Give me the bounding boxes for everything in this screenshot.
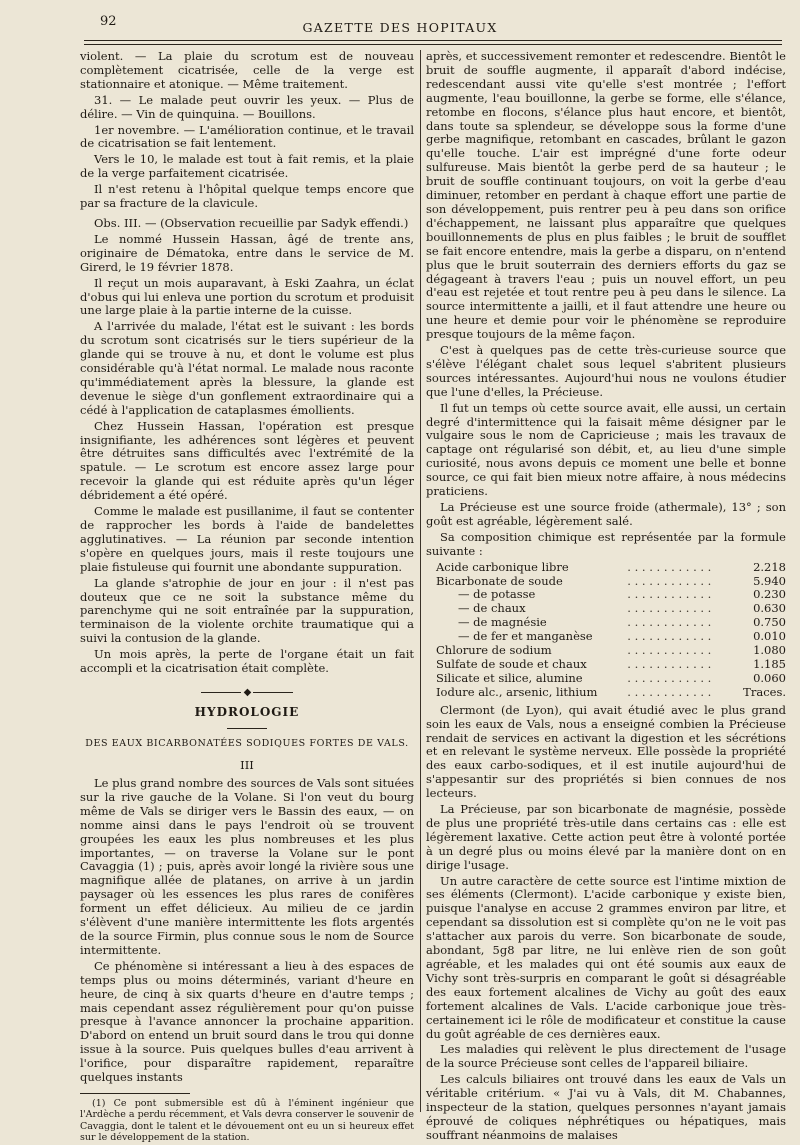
- composition-value: Traces.: [743, 684, 786, 699]
- composition-row: [426, 658, 786, 672]
- composition-name: Iodure alc., arsenic, lithium: [436, 684, 598, 699]
- paragraph: Il fut un temps où cette source avait, elle aussi, un certain degré d'intermittence qui la faisait même désigner par le vulgaire sous le nom de Capricieuse ; mais les travaux de captage ont régularisé son débit, et, au lieu d'une simple curiosité, nous avons depuis ce moment une belle et bonne source, ce qui fait bien mieux notre affaire, à nous médecins praticiens.: [426, 400, 786, 499]
- leader-dots: . . . . . . . . . . . .: [627, 657, 712, 671]
- paragraph: Ce phénomène si intéressant a lieu à des espaces de temps plus ou moins déterminés, variant d'heure en heure, de cinq à six quarts d'heure en d'autre temps ; mais cependant assez régulièrement pour qu'on puisse presque à l'avance annoncer la prochaine apparition. D'abord on entend un bruit sourd dans le trou qui donne issue à la source. Puis quelques bulles d'eau arrivent à l'orifice, pour disparaître rapidement, reparaître quelques instants: [80, 958, 414, 1085]
- paragraph: 1er novembre. — L'amélioration continue, et le travail de cicatrisation se fait lentement.: [80, 122, 414, 151]
- paragraph: 31. — Le malade peut ouvrir les yeux. — Plus de délire. — Vin de quinquina. — Bouillons.: [80, 92, 414, 121]
- title-rule: [227, 728, 267, 729]
- leader-dots: . . . . . . . . . . . .: [627, 574, 712, 588]
- paragraph: Vers le 10, le malade est tout à fait remis, et la plaie de la verge parfaitement cicatrisée.: [80, 152, 414, 181]
- composition-name: Acide carbonique libre: [436, 559, 569, 574]
- paragraph: Les calculs biliaires ont trouvé dans les eaux de Vals un véritable critérium. « J'ai vu à Vals, dit M. Chabannes, inspecteur de la station, quelques personnes n'ayant jamais éprouvé de coliques néphrétiques ou hépatiques, mais souffrant néanmoins de malaises: [426, 1072, 786, 1142]
- composition-row: [426, 588, 786, 602]
- page-number: 92: [100, 14, 117, 29]
- composition-row: [426, 630, 786, 644]
- paragraph: Le nommé Hussein Hassan, âgé de trente ans, originaire de Dématoka, entre dans le service de M. Girerd, le 19 février 1878.: [80, 231, 414, 274]
- footnote-rule: [80, 1093, 190, 1094]
- paragraph: Un mois après, la perte de l'organe était un fait accompli et la cicatrisation était complète.: [80, 647, 414, 676]
- paragraph: Comme le malade est pusillanime, il faut se contenter de rapprocher les bords à l'aide de bandelettes agglutinatives. — La réunion par seconde intention s'opère en quelques jours, mais il reste toujours une plaie fistuleuse qui fournit une abondante suppuration.: [80, 504, 414, 574]
- right-column: [426, 50, 786, 1145]
- paragraph: violent. — La plaie du scrotum est de nouveau complètement cicatrisée, celle de la verge est stationnaire et atonique. — Même traitement.: [80, 49, 414, 91]
- composition-table: [426, 561, 786, 700]
- composition-row: [426, 561, 786, 575]
- composition-name: Chlorure de sodium: [436, 643, 552, 658]
- composition-row: [426, 602, 786, 616]
- composition-value: 0.630: [753, 601, 786, 616]
- observation-title: Obs. III. — (Observation recueillie par Sadyk effendi.): [94, 215, 409, 230]
- composition-name: — de fer et manganèse: [458, 629, 593, 644]
- composition-name: — de chaux: [458, 601, 526, 616]
- composition-row: [426, 644, 786, 658]
- paragraph: Chez Hussein Hassan, l'opération est presque insignifiante, les adhérences sont légères et peuvent être détruites sans difficultés avec l'extrémité de la spatule. — Le scrotum est encore assez large pour recevoir la glande qui est réduite après qu'un léger débridement a été opéré.: [80, 418, 414, 503]
- composition-value: 2.218: [753, 559, 786, 574]
- paragraph: après, et successivement remonter et redescendre. Bientôt le bruit de souffle augmente, il apparaît d'abord indécise, redescendant aussi vite qu'elle s'est montrée ; l'effort augmente, l'eau bouillonne, la gerbe se forme, elle s'élance, retombe en flocons, s'élance plus haut encore, et bientôt, dans toute sa splendeur, se développe sous la forme d'une gerbe magnifique, retombant en cascades, brûlant le gazon qu'elle touche. L'air est imprégné d'une forte odeur sulfureuse. Mais bientôt la gerbe perd de sa hauteur ; le bruit de souffle continuant toujours, on voit la gerbe d'eau diminuer, retomber en perdant à chaque effort une partie de son développement, puis rentrer peu à peu dans son orifice d'échappement, ne laissant plus apparaître que quelques bouillonnements de plus en plus faibles ; le bruit de soufflet se fait encore entendre, mais la gerbe a disparu, on n'entend plus que le bruit souterrain des derniers efforts du gaz se dégageant à travers l'eau ; puis un nouvel effort, un peu d'eau est rejetée et tout rentre peu à peu dans le silence. La source intermittente a jailli, et il faut attendre une heure ou une heure et demie pour voir le phénomène se reproduire presque toujours de la même façon.: [426, 49, 786, 342]
- leader-dots: . . . . . . . . . . . .: [627, 560, 712, 574]
- paragraph: La Précieuse est une source froide (athermale), 13° ; son goût est agréable, légèrement salé.: [426, 500, 786, 528]
- composition-row: [426, 616, 786, 630]
- part-number: III: [240, 758, 254, 773]
- paragraph: La Précieuse, par son bicarbonate de magnésie, possède de plus une propriété très-utile dans certains cas : elle est légèrement laxative. Cette action peut être à volonté portée à un degré plus ou moins élevé par la manière dont on en dirige l'usage.: [426, 802, 786, 872]
- section-ornament: ◆: [80, 686, 414, 700]
- composition-name: — de potasse: [458, 587, 536, 602]
- paragraph: Sa composition chimique est représentée par la formule suivante :: [426, 529, 786, 558]
- section-subtitle: DES EAUX BICARBONATÉES SODIQUES FORTES DE VALS.: [85, 738, 409, 750]
- leader-dots: . . . . . . . . . . . .: [627, 630, 712, 644]
- paragraph: Un autre caractère de cette source est l'intime mixtion de ses éléments (Clermont). L'acide carbonique y existe bien, puisque l'analyse en accuse 2 grammes environ par litre, et cependant sa dissolution est si complète qu'on ne le voit pas s'attacher aux parois du verre. Son bicarbonate de soude, abondant, 5g8 par litre, ne lui enlève rien de son goût agréable, et les malades qui ont été soumis aux eaux de Vichy sont très-surpris en comparant le goût si désagréable des eaux fortement alcalines de Vichy au goût des eaux fortement alcalines de Vals. L'acide carbonique joue très-certainement ici le rôle de modificateur et constitue la cause du goût agréable de ces dernières eaux.: [426, 873, 786, 1041]
- paragraph: Les maladies qui relèvent le plus directement de l'usage de la source Précieuse sont celles de l'appareil biliaire.: [426, 1042, 786, 1071]
- leader-dots: . . . . . . . . . . . .: [627, 588, 712, 602]
- composition-name: — de magnésie: [458, 615, 547, 630]
- left-column: [80, 50, 414, 1144]
- leader-dots: . . . . . . . . . . . .: [627, 616, 712, 630]
- composition-value: 1.080: [753, 643, 786, 658]
- leader-dots: . . . . . . . . . . . .: [627, 644, 712, 658]
- header-rule-thin: [84, 44, 782, 45]
- leader-dots: . . . . . . . . . . . .: [627, 602, 712, 616]
- composition-value: 0.010: [753, 629, 786, 644]
- composition-value: 5.940: [753, 573, 786, 588]
- composition-value: 0.060: [753, 670, 786, 685]
- composition-row: [426, 686, 786, 700]
- running-title: GAZETTE DES HOPITAUX: [302, 20, 498, 35]
- composition-row: [426, 672, 786, 686]
- composition-name: Sulfate de soude et chaux: [436, 656, 587, 671]
- composition-name: Silicate et silice, alumine: [436, 670, 583, 685]
- composition-row: [426, 575, 786, 589]
- composition-value: 0.750: [753, 615, 786, 630]
- leader-dots: . . . . . . . . . . . .: [627, 685, 712, 699]
- paragraph: Clermont (de Lyon), qui avait étudié avec le plus grand soin les eaux de Vals, nous a enseigné combien la Précieuse rendait de services en activant la digestion et les sécrétions et en relevant le système nerveux. Elle possède la propriété des eaux carbo-sodiques, et il est inutile aujourd'hui de s'appesantir sur des propriétés si bien connues de nos lecteurs.: [426, 702, 786, 801]
- leader-dots: . . . . . . . . . . . .: [627, 671, 712, 685]
- paragraph: Il n'est retenu à l'hôpital quelque temps encore que par sa fracture de la clavicule.: [80, 182, 414, 211]
- column-divider: [420, 50, 421, 1112]
- paragraph: C'est à quelques pas de cette très-curieuse source que s'élève l'élégant chalet sous lequel s'abritent plusieurs sources intéressantes. Aujourd'hui nous ne voulons étudier que l'une d'elles, la Précieuse.: [426, 343, 786, 399]
- paragraph: A l'arrivée du malade, l'état est le suivant : les bords du scrotum sont cicatrisés sur le tiers supérieur de la glande qui se trouve à nu, et dont le volume est plus considérable qu'à l'état normal. Le malade nous raconte qu'immédiatement après la blessure, la glande est devenue le siège d'un gonflement extraordinaire qui a cédé à l'application de cataplasmes émollients.: [80, 319, 414, 417]
- composition-value: 0.230: [753, 587, 786, 602]
- composition-name: Bicarbonate de soude: [436, 573, 563, 588]
- header-rule-thick: [84, 40, 782, 41]
- composition-value: 1.185: [753, 656, 786, 671]
- section-title: HYDROLOGIE: [194, 705, 300, 720]
- paragraph: Il reçut un mois auparavant, à Eski Zaahra, un éclat d'obus qui lui enleva une portion du scrotum et produisit une large plaie à la partie interne de la cuisse.: [80, 275, 414, 318]
- paragraph: Le plus grand nombre des sources de Vals sont situées sur la rive gauche de la Volane. Si l'on veut du bourg même de Vals se diriger vers le Bassin des eaux, — on nomme ainsi dans le pays l'endroit où se trouvent groupées les eaux les plus nombreuses et les plus importantes, — on traverse la Volane sur le pont Cavaggia (1) ; puis, après avoir longé la rivière sous une magnifique allée de platanes, on arrive à un jardin paysager où les essences les plus rares de conifères forment un effet délicieux. Au milieu de ce jardin s'élèvent d'une manière intermittente les flots argentés de la source Firmin, plus connue sous le nom de Source intermittente.: [80, 776, 414, 957]
- paragraph: La glande s'atrophie de jour en jour : il n'est pas douteux que ce ne soit la substance même du parenchyme qui ne soit entraînée par la suppuration, terminaison de la violente orchite traumatique qui a suivi la contusion de la glande.: [80, 575, 414, 646]
- footnote: (1) Ce pont submersible est dû à l'éminent ingénieur que l'Ardèche a perdu récemment, et Vals devra conserver le souvenir de Cavaggia, dont le talent et le dévouement ont eu un si heureux effet sur le développement de la station.: [80, 1097, 414, 1144]
